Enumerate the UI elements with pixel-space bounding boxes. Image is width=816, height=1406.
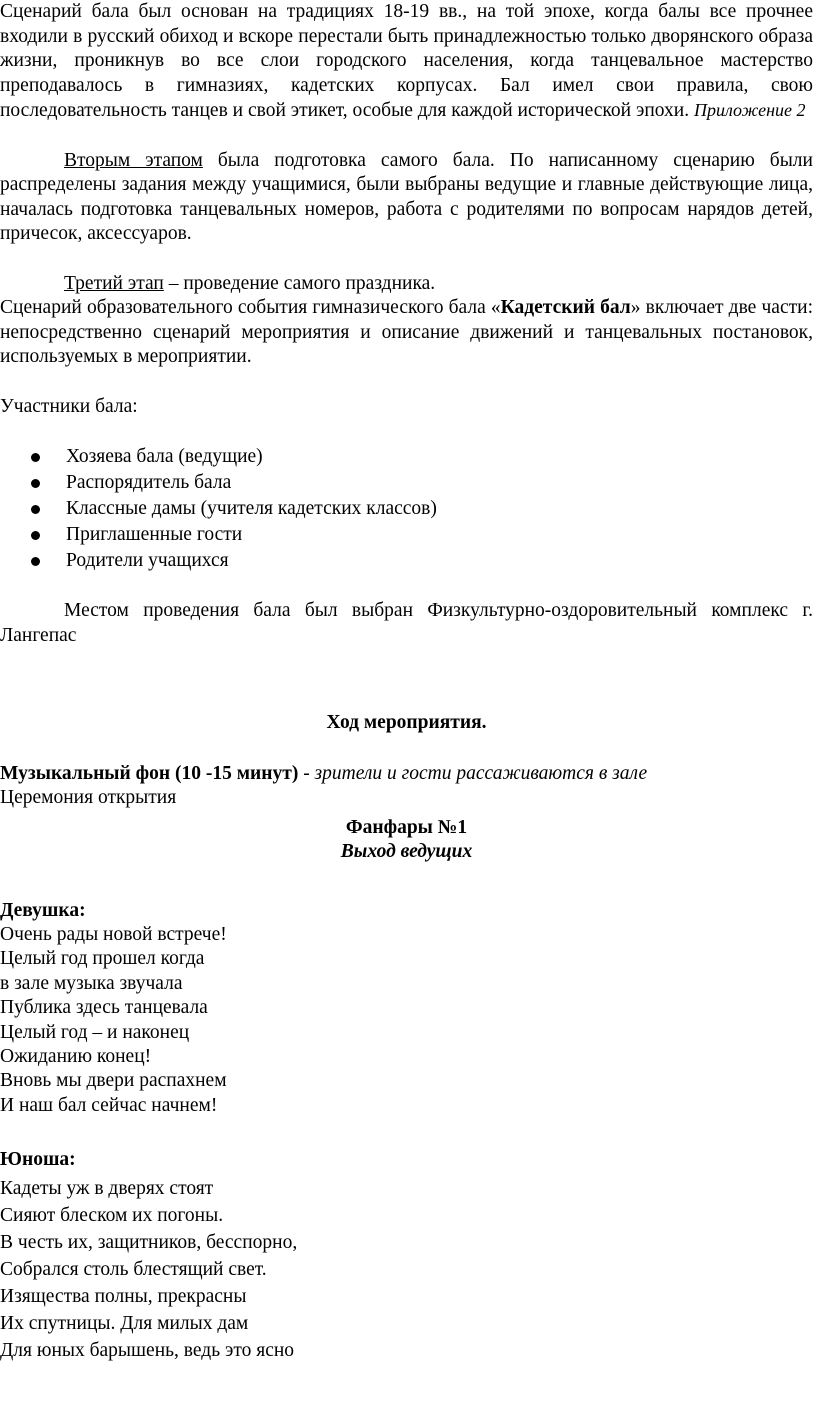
stage3-label: Третий этап [64,272,164,294]
venue-paragraph: Местом проведения бала был выбран Физкультурно-оздоровительный комплекс г. Лангепас [0,600,813,646]
scenario-title: Кадетский бал [500,297,631,318]
scenario-after: » включает две части: непосредственно сценарий мероприятия и описание движений и танцевальных постановок, используемых в мероприятии. [0,297,813,367]
verse-line: Для юных барышень, ведь это ясно [0,1339,295,1361]
girl-speaker: Девушка: [0,899,86,921]
appendix-reference: Приложение 2 [693,100,806,120]
participants-list [0,444,813,574]
verse-line: Их спутницы. Для милых дам [0,1312,249,1334]
list-item: Родители учащихся [0,548,813,574]
verse-line: Вновь мы двери распахнем [0,1070,227,1092]
verse-line: Кадеты уж в дверях стоят [0,1177,214,1199]
list-item: Приглашенные гости [0,522,813,548]
verse-line: Целый год – и наконец [0,1021,190,1043]
girl-verse [0,923,813,1118]
intro-text: Сценарий бала был основан на традициях 18-19 вв., на той эпохе, когда балы все прочнее входили в русский обиход и вскоре перестали быть принадлежностью только дворянского образа жизни, проникнув во все слои городского населения, когда танцевальное мастерство преподавалось в гимназиях, кадетских корпусах. Бал имел свои правила, свою последовательность танцев и свой этикет, особые для каждой исторической эпохи. [0,1,813,121]
stage2-paragraph [0,149,813,247]
hosts-entry: Выход ведущих [340,841,473,862]
bullet-icon [31,505,40,514]
verse-line: И наш бал сейчас начнем! [0,1094,218,1116]
intro-paragraph [0,0,813,124]
bullet-icon [31,479,40,488]
verse-line: Собрался столь блестящий свет. [0,1258,267,1280]
stage3-paragraph [0,272,813,297]
music-line [0,762,813,787]
verse-line: Изящества полны, прекрасны [0,1285,247,1307]
opening-ceremony: Церемония открытия [0,787,177,808]
stage2-label: Вторым этапом [64,149,203,171]
bullet-icon [31,531,40,540]
verse-line: Очень рады новой встрече! [0,924,227,945]
bullet-icon [31,453,40,462]
verse-line: В честь их, защитников, бесспорно, [0,1231,298,1253]
verse-line: в зале музыка звучала [0,972,183,994]
participants-heading: Участники бала: [0,395,138,417]
list-item: Хозяева бала (ведущие) [0,444,813,470]
fanfare-heading: Фанфары №1 [345,816,468,838]
scenario-paragraph [0,296,813,370]
verse-line: Сияют блеском их погоны. [0,1204,224,1226]
list-item: Распорядитель бала [0,470,813,496]
verse-line: Целый год прошел когда [0,948,205,970]
bullet-icon [31,557,40,566]
stage2-text: была подготовка самого бала. По написанному сценарию были распределены задания между учащимися, были выбраны ведущие и главные действующие лица, началась подготовка танцевальных номеров, работа с родителями по вопросам нарядов детей, причесок, аксессуаров. [0,149,813,244]
list-item: Классные дамы (учителя кадетских классов) [0,496,813,522]
verse-line: Ожиданию конец! [0,1045,152,1067]
music-label: Музыкальный фон (10 -15 минут) [0,762,299,784]
verse-line: Публика здесь танцевала [0,997,208,1019]
boy-verse [0,1177,813,1366]
event-heading: Ход мероприятия. [326,712,487,733]
scenario-before: Сценарий образовательного события гимназического бала « [0,297,501,318]
boy-speaker: Юноша: [0,1149,76,1171]
music-note: - зрители и гости рассаживаются в зале [298,762,648,784]
stage3-text: – проведение самого праздника. [163,272,436,294]
